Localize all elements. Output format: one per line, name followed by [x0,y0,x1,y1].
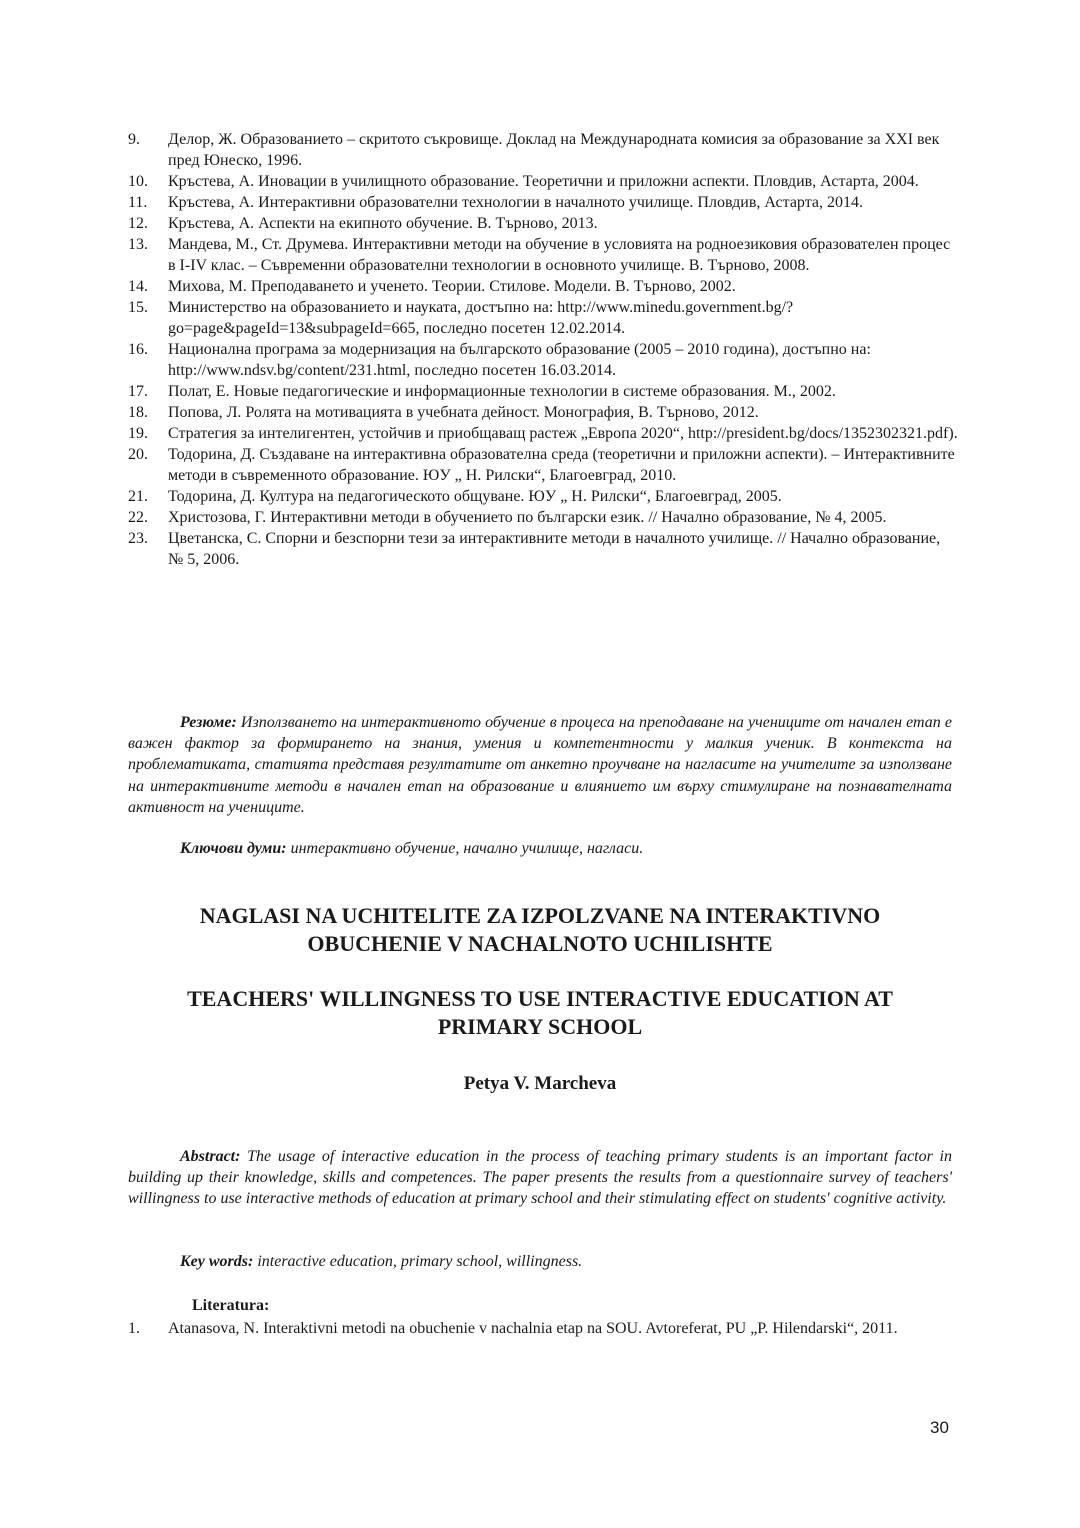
resume-label: Резюме: [180,714,237,731]
list-item [128,234,958,276]
reference-number: 22. [128,509,148,526]
resume-text: Използването на интерактивното обучение в процеса на преподаване на учениците от начален етап е важен фактор за формирането на знания, умения и компетентности у малкия ученик. В контекста на проблематиката, статията представя резултатите от анкетно проучване на нагласите на учителите за използване на интерактивните методи в начален етап на образование и влиянието им върху стимулиране на познавателната активност на учениците. [128,714,952,816]
reference-text: Министерство на образованието и науката, достъпно на: http://www.minedu.government.bg/?go=page&pageId=13&subpageId=665, последно посетен 12.02.2014. [168,299,794,337]
reference-number: 16. [128,341,148,358]
abstract-paragraph [128,1146,952,1210]
reference-number: 9. [128,131,140,148]
reference-number: 11. [128,194,148,211]
literatura-heading: Literatura: [192,1297,270,1314]
reference-text: Цветанска, С. Спорни и безспорни тези за интерактивните методи в началното училище. // Начално образование, № 5, 2006. [168,530,941,568]
reference-text: Христозова, Г. Интерактивни методи в обучението по български език. // Начално образование, № 4, 2005. [168,509,887,526]
list-item [128,1318,958,1339]
list-item [128,402,958,423]
reference-number: 12. [128,215,148,232]
keywords-bg-paragraph [128,838,952,859]
reference-text: Мандева, М., Ст. Друмева. Интерактивни методи на обучение в условията на родноезиковия образователен процес в I-IV клас. – Съвременни образователни технологии в основното училище. В. Търново, 2008. [168,236,951,274]
list-item [128,507,958,528]
keywords-bg-label: Ключови думи: [180,840,287,857]
reference-number: 17. [128,383,148,400]
reference-number: 1. [128,1320,140,1337]
reference-text: Михова, М. Преподаването и ученето. Теории. Стилове. Модели. В. Търново, 2002. [168,278,736,295]
title-english [100,985,980,1041]
keywords-en-label: Key words: [180,1253,254,1270]
list-item [128,192,958,213]
list-item [128,276,958,297]
title-line: PRIMARY SCHOOL [437,1014,643,1039]
title-line: OBUCHENIE V NACHALNOTO UCHILISHTE [307,931,773,956]
resume-paragraph [128,712,952,818]
list-item [128,339,958,381]
reference-text: Полат, Е. Новые педагогические и информационные технологии в системе образования. М., 2002. [168,383,836,400]
reference-number: 21. [128,488,148,505]
reference-list [128,129,958,570]
list-item [128,423,958,444]
reference-number: 18. [128,404,148,421]
reference-text: Кръстева, А. Аспекти на екипното обучение. В. Търново, 2013. [168,215,598,232]
title-line: NAGLASI NA UCHITELITE ZA IZPOLZVANE NA INTERAKTIVNO [199,903,881,928]
list-item [128,381,958,402]
list-item [128,171,958,192]
reference-text: Делор, Ж. Образованието – скритото съкровище. Доклад на Международната комисия за образование за XXI век пред Юнеско, 1996. [168,131,940,169]
keywords-en-text: interactive education, primary school, willingness. [253,1253,583,1270]
list-item [128,486,958,507]
page-number: 30 [930,1418,949,1437]
reference-number: 23. [128,530,148,547]
title-line: TEACHERS' WILLINGNESS TO USE INTERACTIVE EDUCATION AT [187,986,893,1011]
reference-text: Кръстева, А. Иновации в училищното образование. Теоретични и приложни аспекти. Пловдив, Астарта, 2004. [168,173,919,190]
reference-number: 15. [128,299,148,316]
keywords-en-paragraph [128,1251,952,1272]
list-item [128,444,958,486]
title-transliterated [100,902,980,958]
reference-number: 20. [128,446,148,463]
reference-text: Кръстева, А. Интерактивни образователни технологии в началното училище. Пловдив, Астарта, 2014. [168,194,863,211]
reference-text: Стратегия за интелигентен, устойчив и приобщаващ растеж „Европа 2020“, http://president.bg/docs/1352302321.pdf). [168,425,958,442]
reference-number: 13. [128,236,148,253]
literatura-list [128,1318,958,1339]
reference-number: 14. [128,278,148,295]
reference-text: Atanasova, N. Interaktivni metodi na obuchenie v nachalnia etap na SOU. Avtoreferat, PU „P. Hilendarski“, 2011. [168,1320,898,1337]
reference-text: Национална програма за модернизация на българското образование (2005 – 2010 година), достъпно на: http://www.ndsv.bg/content/231.html, последно посетен 16.03.2014. [168,341,871,379]
abstract-label: Abstract: [180,1148,241,1165]
reference-text: Тодорина, Д. Култура на педагогическото общуване. ЮУ „ Н. Рилски“, Благоевград, 2005. [168,488,782,505]
reference-text: Попова, Л. Ролята на мотивацията в учебната дейност. Монография, В. Търново, 2012. [168,404,759,421]
reference-number: 10. [128,173,148,190]
abstract-text: The usage of interactive education in the process of teaching primary students is an important factor in building up their knowledge, skills and competences. The paper presents the results from a questionnaire survey of teachers' willingness to use interactive methods of education at primary school and their stimulating effect on students' cognitive activity. [128,1148,952,1208]
list-item [128,213,958,234]
list-item [128,528,958,570]
keywords-bg-text: интерактивно обучение, начално училище, нагласи. [286,840,644,857]
list-item [128,297,958,339]
list-item [128,129,958,171]
reference-number: 19. [128,425,148,442]
author-name: Petya V. Marcheva [463,1073,617,1094]
reference-text: Тодорина, Д. Създаване на интерактивна образователна среда (теоретични и приложни аспекти). – Интерактивните методи в съвременното образование. ЮУ „ Н. Рилски“, Благоевград, 2010. [168,446,955,484]
